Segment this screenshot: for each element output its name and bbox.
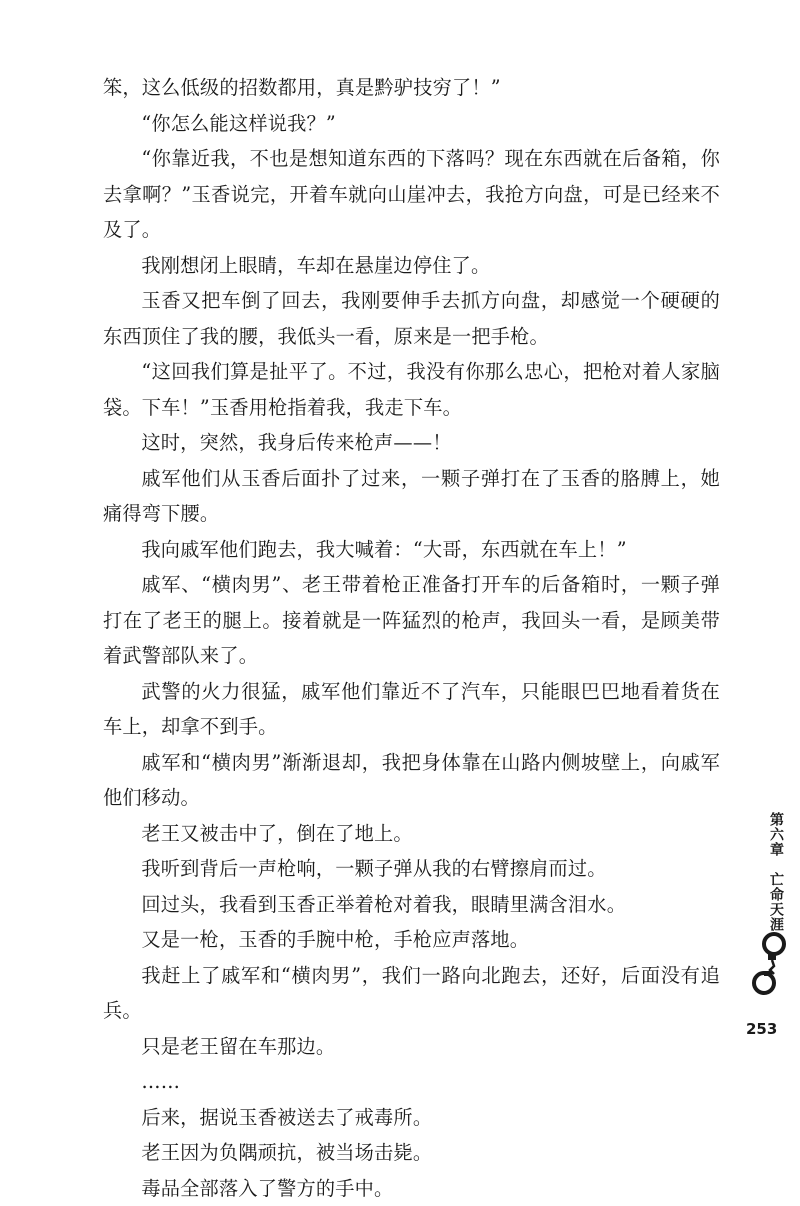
handcuffs-icon — [750, 926, 794, 996]
page-number: 253 — [746, 1020, 777, 1038]
paragraph: 只是老王留在车那边。 — [103, 1029, 720, 1065]
paragraph: 回过头，我看到玉香正举着枪对着我，眼睛里满含泪水。 — [103, 887, 720, 923]
paragraph: 武警的火力很猛，戚军他们靠近不了汽车，只能眼巴巴地看着货在车上，却拿不到手。 — [103, 674, 720, 745]
paragraph: 我向戚军他们跑去，我大喊着：“大哥，东西就在车上！” — [103, 532, 720, 568]
paragraph: “你靠近我，不也是想知道东西的下落吗？现在东西就在后备箱，你去拿啊？”玉香说完，开着车就向山崖冲去，我抢方向盘，可是已经来不及了。 — [103, 141, 720, 248]
paragraph: 又是一枪，玉香的手腕中枪，手枪应声落地。 — [103, 922, 720, 958]
paragraph: 笨，这么低级的招数都用，真是黔驴技穷了！” — [103, 70, 720, 106]
paragraph: 玉香又把车倒了回去，我刚要伸手去抓方向盘，却感觉一个硬硬的东西顶住了我的腰，我低头一看，原来是一把手枪。 — [103, 283, 720, 354]
paragraph: 这时，突然，我身后传来枪声——！ — [103, 425, 720, 461]
paragraph: …… — [103, 1064, 720, 1100]
paragraph: 老王又被击中了，倒在了地上。 — [103, 816, 720, 852]
body-text — [103, 70, 720, 1206]
paragraph: 我听到背后一声枪响，一颗子弹从我的右臂擦肩而过。 — [103, 851, 720, 887]
chapter-side-tab: 第六章 亡命天涯 — [760, 812, 784, 932]
paragraph: 戚军和“横肉男”渐渐退却，我把身体靠在山路内侧坡壁上，向戚军他们移动。 — [103, 745, 720, 816]
paragraph: 毒品全部落入了警方的手中。 — [103, 1171, 720, 1206]
paragraph: 戚军、“横肉男”、老王带着枪正准备打开车的后备箱时，一颗子弹打在了老王的腿上。接着就是一阵猛烈的枪声，我回头一看，是顾美带着武警部队来了。 — [103, 567, 720, 674]
paragraph: 戚军他们从玉香后面扑了过来，一颗子弹打在了玉香的胳膊上，她痛得弯下腰。 — [103, 461, 720, 532]
paragraph: 后来，据说玉香被送去了戒毒所。 — [103, 1100, 720, 1136]
paragraph: 老王因为负隅顽抗，被当场击毙。 — [103, 1135, 720, 1171]
paragraph: “这回我们算是扯平了。不过，我没有你那么忠心，把枪对着人家脑袋。下车！”玉香用枪指着我，我走下车。 — [103, 354, 720, 425]
paragraph: 我刚想闭上眼睛，车却在悬崖边停住了。 — [103, 248, 720, 284]
paragraph: “你怎么能这样说我？” — [103, 106, 720, 142]
paragraph: 我赶上了戚军和“横肉男”，我们一路向北跑去，还好，后面没有追兵。 — [103, 958, 720, 1029]
